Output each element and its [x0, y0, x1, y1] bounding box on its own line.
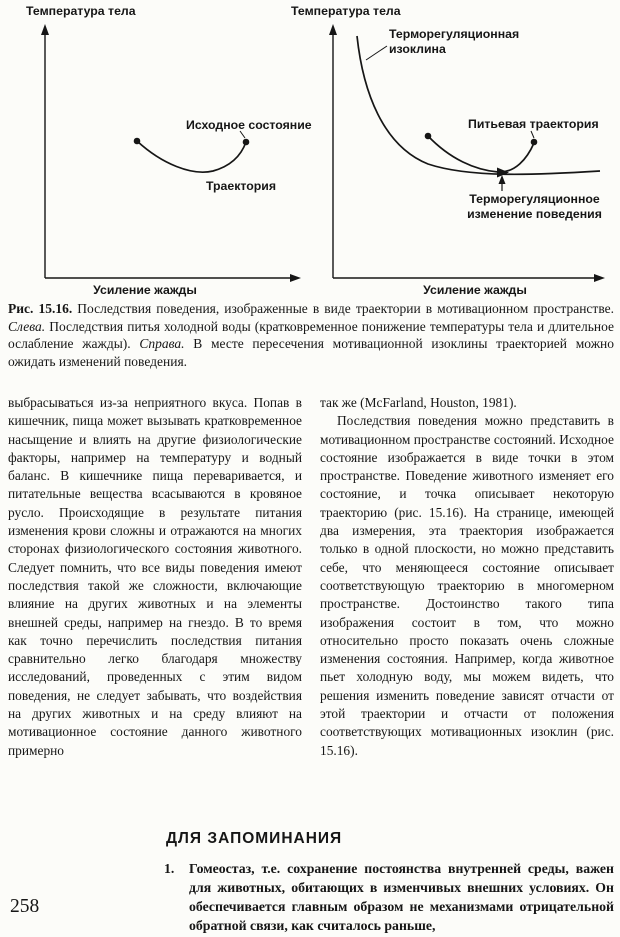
caption-left-emphasis: Слева.	[8, 318, 46, 334]
memo-section	[164, 830, 614, 935]
memo-heading: ДЛЯ ЗАПОМИНАНИЯ	[166, 830, 343, 847]
behavior-change-label: Терморегуляционное изменение поведения	[467, 192, 602, 221]
trajectory-label: Траектория	[206, 179, 277, 193]
left-x-axis-title: Усиление жажды	[93, 283, 197, 297]
right-y-arrow	[329, 24, 337, 35]
right-column-paragraph-2: Последствия поведения можно представить в мотивационном пространстве состояний. Исходное состояние изображается в виде точки в этом пространстве. Поведение животного изменяет его состояние, и точка описывает некоторую траекторию (рис. 15.16). На странице, имеющей два измерения, эта траектория изображается только в одной плоскости, но можно представить себе, что меняющееся состояние описывает соответствующую траекторию в многомерном пространстве. Достоинство такого типа изображения состоит в том, что можно относительно просто показать очень сложные изменения состояния. Например, когда животное пьет холодную воду, мы можем видеть, что решения изменить поведение зависят отчасти от этой траектории и отчасти от положения соответствующих мотивационных изоклин (рис. 15.16).	[320, 413, 614, 758]
right-column-paragraph-1: так же (McFarland, Houston, 1981).	[320, 395, 517, 410]
drinking-trajectory-label: Питьевая траектория	[468, 117, 599, 131]
memo-item-1	[164, 859, 614, 935]
caption-text-1: Последствия поведения, изображенные в виде траектории в мотивационном пространстве.	[72, 301, 614, 316]
isocline-pointer-line	[366, 46, 387, 60]
caption-right-emphasis: Справа.	[139, 336, 185, 352]
right-x-arrow	[594, 274, 605, 282]
isocline-label: Терморегуляционная изоклина	[389, 27, 520, 56]
drink-end-point	[531, 139, 538, 146]
page-number: 258	[10, 896, 40, 917]
left-start-point	[134, 138, 141, 145]
memo-item-text: Гомеостаз, т.е. сохранение постоянства внутренней среды, важен для животных, обитающих в изменчивых внешних условиях. Он обеспечивается главным образом не механизмами отрицательной обратной связи, как считалось раньше,	[189, 861, 614, 933]
caption-text-2: Последствия питья холодной воды (кратковременное понижение температуры тела и длительное ослабление жажды).	[8, 318, 614, 352]
initial-state-label: Исходное состояние	[186, 118, 312, 132]
left-trajectory-curve	[137, 141, 246, 172]
right-y-axis-title: Температура тела	[291, 4, 401, 18]
figure-caption	[8, 300, 614, 370]
left-end-point	[243, 139, 250, 146]
caption-text-3: В месте пересечения мотивационной изоклины траекторией можно ожидать изменений поведения.	[8, 336, 614, 369]
left-y-arrow	[41, 24, 49, 35]
figure-caption-number: Рис. 15.16.	[8, 301, 73, 316]
trajectory-arrowhead	[497, 168, 509, 178]
left-x-arrow	[290, 274, 301, 282]
body-columns	[8, 394, 614, 830]
drink-start-point	[425, 133, 432, 140]
axes	[45, 33, 596, 278]
axis-arrowheads	[41, 24, 605, 282]
memo-item-number: 1.	[164, 861, 175, 876]
figure-15-16	[0, 0, 620, 298]
right-column	[320, 394, 614, 830]
isocline-curve	[357, 36, 600, 174]
right-x-axis-title: Усиление жажды	[423, 283, 527, 297]
drinking-trajectory-curve	[428, 136, 534, 172]
drinking-trajectory-pointer-line	[531, 131, 534, 138]
left-column-text: выбрасываться из-за неприятного вкуса. Попав в кишечник, пища может вызывать кратковременное насыщение и влиять на другие физиологические факторы, например на температуру и водный баланс. В кишечнике пища переваривается, и питательные вещества всасываются в кровяное русло. Происходящие в результате питания изменения крови сложны и отражаются на многих сторонах физиологического состояния животного. Следует помнить, что все виды поведения имеют последствия такой же сложности, включающие влияние на других животных и на элементы внешней среды, например на гнездо. В то время как точно перечислить последствия питания сравнительно легко благодаря множеству исследований, проведенных с этим видом поведения, не следует забывать, что воздействия на других животных и на среду влияют на мотивационное состояние данного животного примерно	[8, 395, 302, 758]
left-y-axis-title: Температура тела	[26, 4, 136, 18]
